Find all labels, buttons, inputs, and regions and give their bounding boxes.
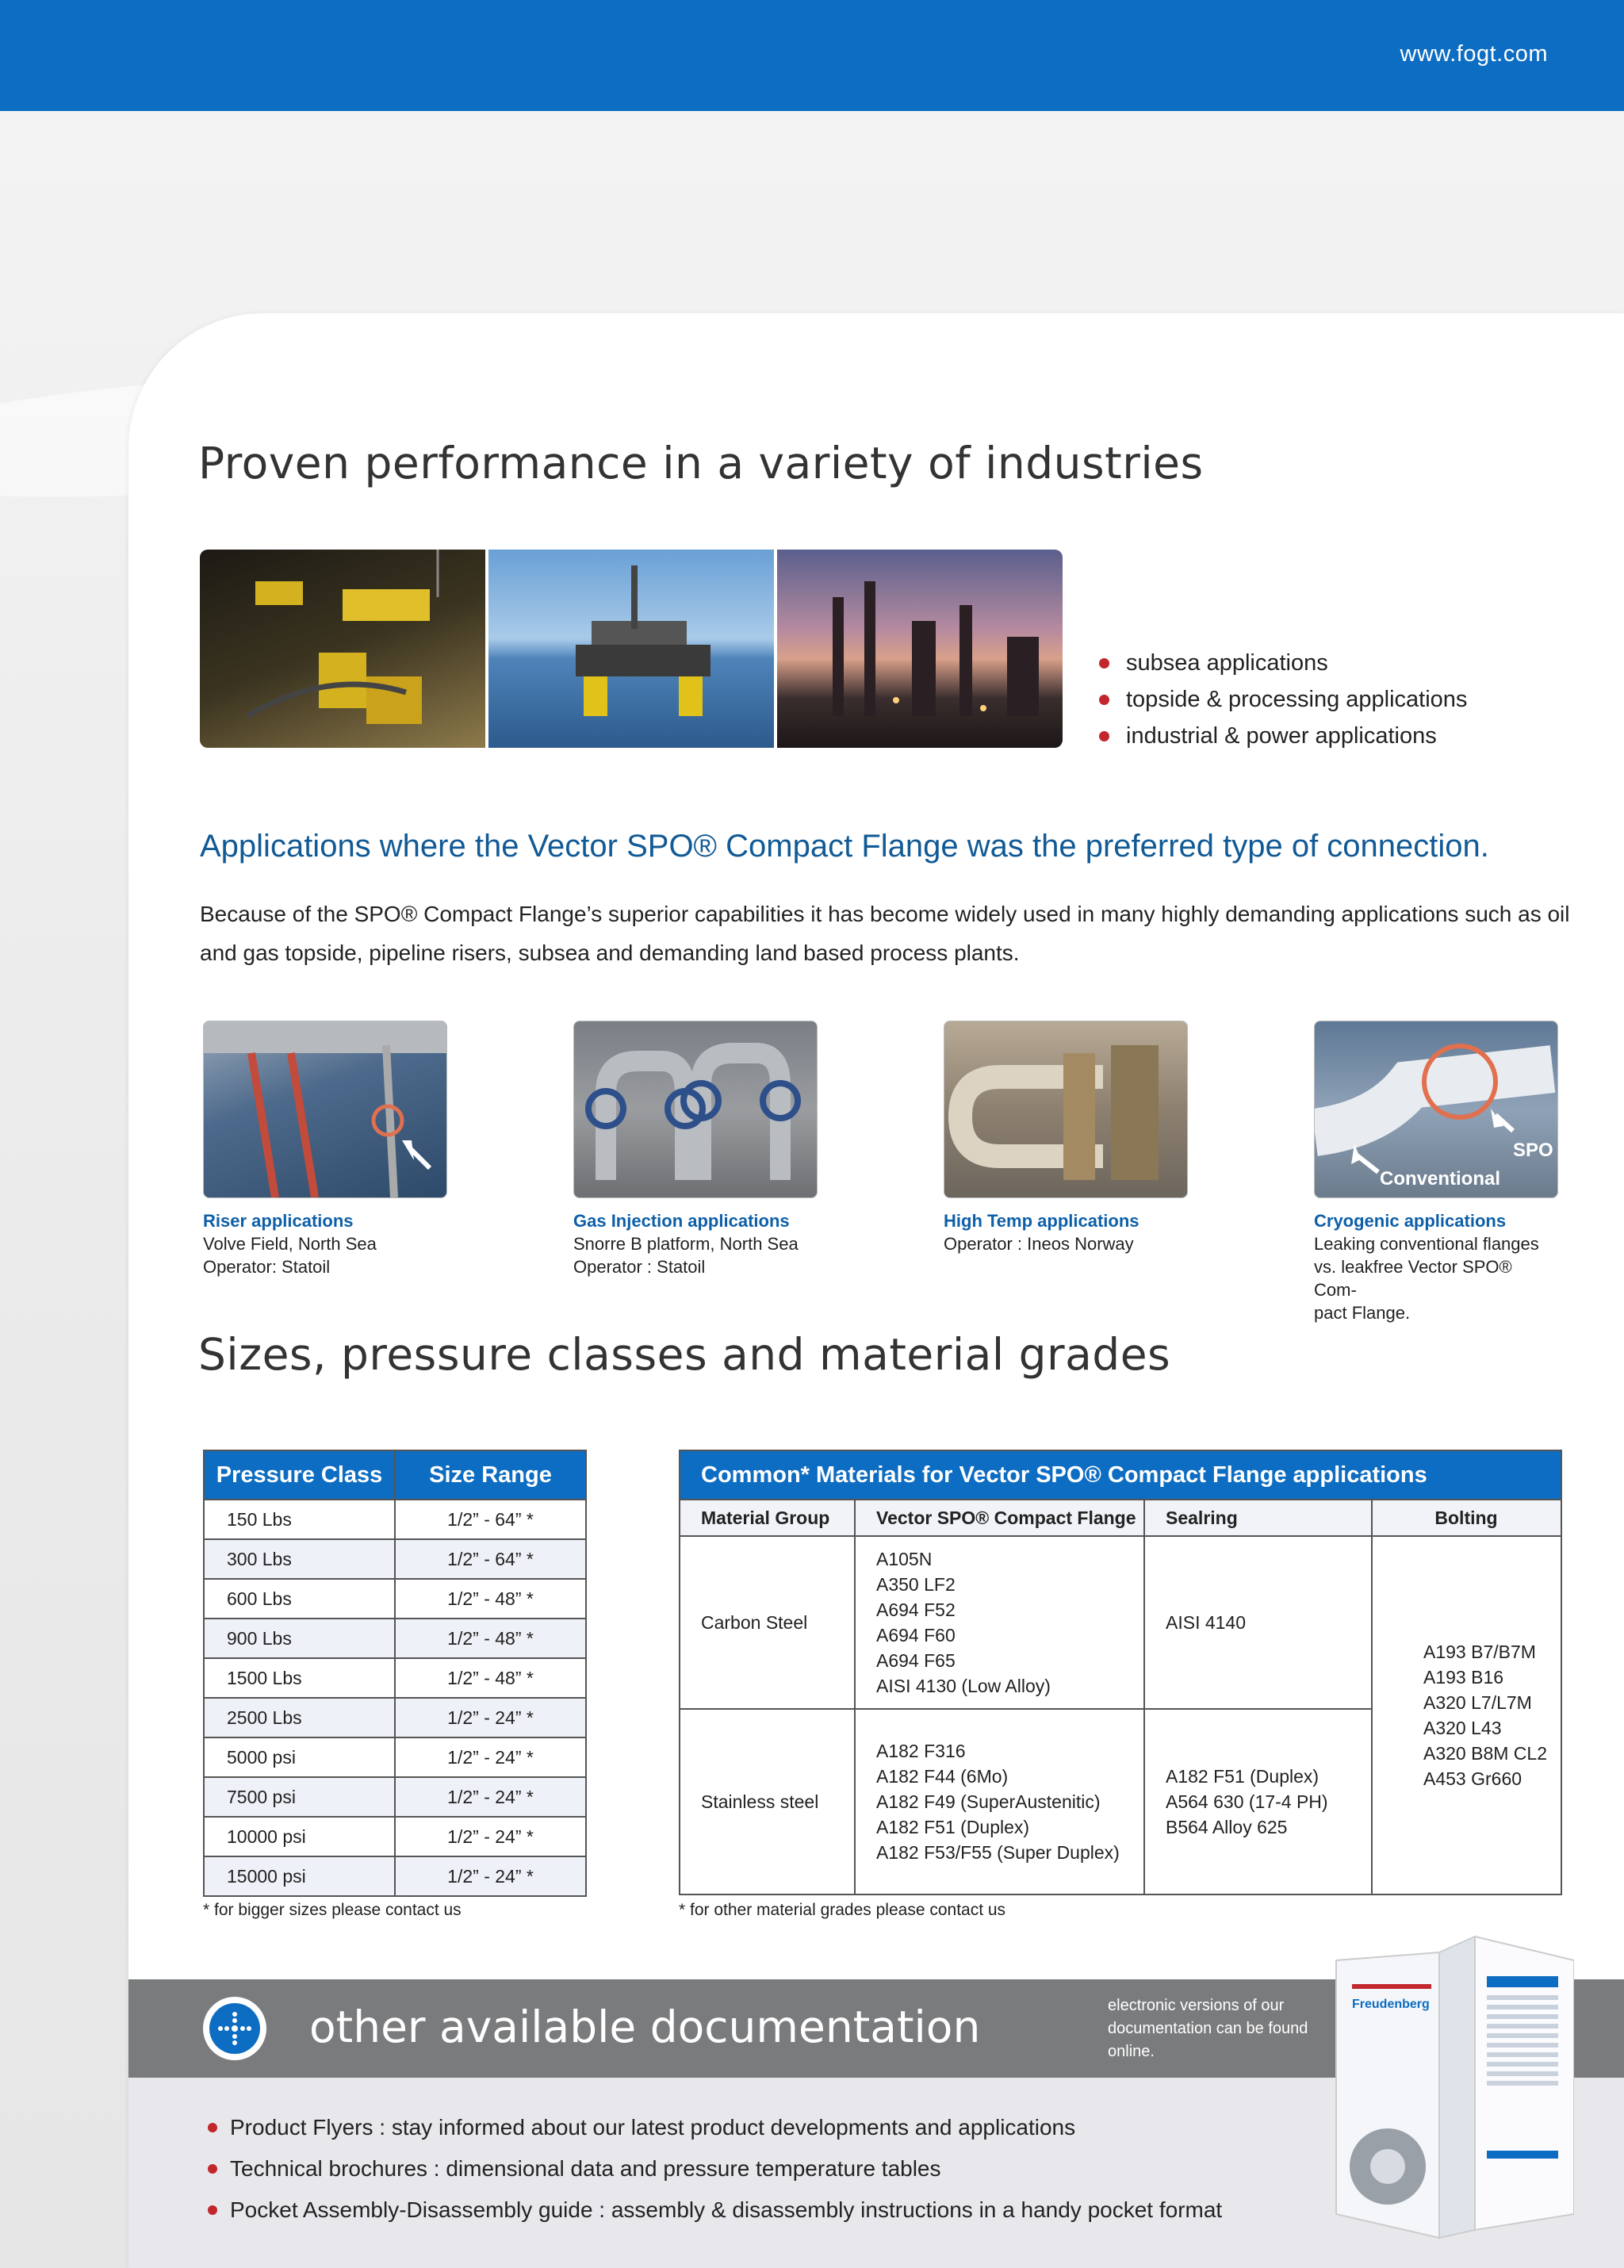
pressure-class-table (203, 1450, 587, 1897)
application-title: High Temp applications (944, 1211, 1139, 1231)
brochure-image (1320, 1929, 1574, 2246)
pressure-class-cell: 2500 Lbs (204, 1698, 395, 1737)
subsea-equipment-photo (200, 550, 485, 748)
pressure-class-cell: 1500 Lbs (204, 1658, 395, 1698)
application-detail: Operator : Statoil (573, 1257, 706, 1277)
application-title: Riser applications (203, 1211, 354, 1231)
materials-table (679, 1450, 1562, 1895)
grade-line: A320 B8M CL2 (1423, 1743, 1547, 1764)
application-detail: Leaking conventional flanges (1314, 1234, 1539, 1254)
grade-line: A193 B16 (1423, 1667, 1504, 1688)
column-header: Vector SPO® Compact Flange (855, 1500, 1144, 1536)
application-detail: Operator : Ineos Norway (944, 1234, 1134, 1254)
grade-line: B564 Alloy 625 (1166, 1817, 1288, 1837)
pressure-class-cell: 5000 psi (204, 1737, 395, 1777)
grade-line: A564 630 (17-4 PH) (1166, 1791, 1328, 1812)
cryogenic-photo (1314, 1021, 1558, 1198)
size-range-cell: 1/2” - 48” * (395, 1579, 586, 1619)
grade-line: A182 F51 (Duplex) (876, 1817, 1030, 1837)
table-row (204, 1777, 586, 1817)
application-detail: Snorre B platform, North Sea (573, 1234, 799, 1254)
grade-line: A193 B7/B7M (1423, 1642, 1536, 1662)
size-range-cell: 1/2” - 64” * (395, 1539, 586, 1579)
flange-grades-cell (855, 1536, 1144, 1709)
size-range-cell: 1/2” - 24” * (395, 1817, 586, 1856)
grade-line: A694 F65 (876, 1650, 956, 1671)
list-item: topside & processing applications (1099, 681, 1467, 718)
size-range-cell: 1/2” - 24” * (395, 1856, 586, 1896)
application-detail: Volve Field, North Sea (203, 1234, 377, 1254)
material-group-cell: Stainless steel (680, 1709, 855, 1894)
high-temp-photo (944, 1021, 1188, 1198)
grade-line: A182 F53/F55 (Super Duplex) (876, 1842, 1120, 1863)
flange-grades-cell (855, 1709, 1144, 1894)
documentation-bullet-list (208, 2107, 1222, 2231)
pressure-class-cell: 10000 psi (204, 1817, 395, 1856)
materials-table-title: Common* Materials for Vector SPO® Compact Flange applications (680, 1450, 1561, 1500)
grade-line: A182 F49 (SuperAustenitic) (876, 1791, 1101, 1812)
size-range-cell: 1/2” - 24” * (395, 1737, 586, 1777)
list-item: Product Flyers : stay informed about our latest product developments and applications (208, 2107, 1222, 2148)
spo-label: SPO (1513, 1140, 1553, 1161)
size-range-cell: 1/2” - 48” * (395, 1619, 586, 1658)
size-range-cell: 1/2” - 24” * (395, 1777, 586, 1817)
refinery-photo (777, 550, 1063, 748)
grade-line: A182 F44 (6Mo) (876, 1766, 1009, 1787)
grade-line: A182 F316 (876, 1741, 966, 1761)
sealring-cell (1144, 1709, 1372, 1894)
application-detail: Operator: Statoil (203, 1257, 331, 1277)
application-detail: vs. leakfree Vector SPO® Com- (1314, 1257, 1512, 1300)
conventional-label: Conventional (1380, 1168, 1501, 1190)
table-row (204, 1698, 586, 1737)
column-header: Sealring (1144, 1500, 1372, 1536)
industry-photo-strip (200, 550, 1063, 748)
size-range-cell: 1/2” - 24” * (395, 1698, 586, 1737)
sizes-title: Sizes, pressure classes and material grades (198, 1329, 1171, 1380)
column-header: Bolting (1372, 1500, 1561, 1536)
table-row (204, 1817, 586, 1856)
table-row (204, 1619, 586, 1658)
application-card-gas-injection (573, 1021, 816, 1278)
bolting-cell (1372, 1536, 1561, 1894)
pressure-class-cell: 300 Lbs (204, 1539, 395, 1579)
grade-line: A182 F51 (Duplex) (1166, 1766, 1320, 1787)
column-header: Material Group (680, 1500, 855, 1536)
applications-paragraph: Because of the SPO® Compact Flange’s superior capabilities it has become widely used in many highly demanding applications such as oil and gas topside, pipeline risers, subsea and demanding land based process plants. (200, 902, 1570, 965)
grade-line: AISI 4140 (1166, 1612, 1247, 1633)
application-detail: pact Flange. (1314, 1303, 1411, 1323)
pressure-class-cell: 600 Lbs (204, 1579, 395, 1619)
material-group-cell: Carbon Steel (680, 1536, 855, 1709)
grade-line: A320 L7/L7M (1423, 1692, 1532, 1713)
gas-injection-photo (573, 1021, 818, 1198)
grade-line: AISI 4130 (Low Alloy) (876, 1676, 1051, 1696)
brochure-brand: Freudenberg (1352, 1998, 1430, 2011)
list-item: subsea applications (1099, 645, 1467, 681)
pressure-class-cell: 7500 psi (204, 1777, 395, 1817)
table-row (680, 1536, 1561, 1709)
industry-bullet-list (1099, 645, 1467, 754)
documentation-title: other available documentation (309, 2002, 981, 2052)
grade-line: A105N (876, 1549, 933, 1569)
header-bar (0, 0, 1624, 111)
list-item: Pocket Assembly-Disassembly guide : assembly & disassembly instructions in a handy pocket format (208, 2189, 1222, 2231)
table-row (204, 1500, 586, 1539)
grade-line: A694 F52 (876, 1599, 956, 1620)
grade-line: A350 LF2 (876, 1574, 956, 1595)
list-item: Technical brochures : dimensional data and pressure temperature tables (208, 2148, 1222, 2189)
table-row (204, 1737, 586, 1777)
size-range-cell: 1/2” - 48” * (395, 1658, 586, 1698)
application-title: Cryogenic applications (1314, 1211, 1507, 1231)
column-header: Pressure Class (204, 1450, 395, 1500)
documentation-logo-icon (203, 1997, 266, 2060)
materials-footnote: * for other material grades please contact us (679, 1901, 1006, 1919)
industries-title: Proven performance in a variety of industries (198, 438, 1204, 488)
table-row (204, 1856, 586, 1896)
grade-line: A694 F60 (876, 1625, 956, 1645)
application-card-riser (203, 1021, 446, 1278)
pressure-class-cell: 150 Lbs (204, 1500, 395, 1539)
pressure-class-cell: 15000 psi (204, 1856, 395, 1896)
grade-line: A453 Gr660 (1423, 1768, 1522, 1789)
website-url[interactable]: www.fogt.com (1400, 41, 1548, 67)
pressure-footnote: * for bigger sizes please contact us (203, 1901, 462, 1919)
table-row (204, 1539, 586, 1579)
documentation-note: electronic versions of our documentation can be found online. (1108, 1997, 1308, 2060)
riser-photo (203, 1021, 447, 1198)
table-row (204, 1579, 586, 1619)
size-range-cell: 1/2” - 64” * (395, 1500, 586, 1539)
offshore-platform-photo (488, 550, 774, 748)
sealring-cell (1144, 1536, 1372, 1709)
application-card-high-temp (944, 1021, 1186, 1255)
applications-heading: Applications where the Vector SPO® Compact Flange was the preferred type of connection. (200, 829, 1489, 864)
grade-line: A320 L43 (1423, 1718, 1502, 1738)
pressure-class-cell: 900 Lbs (204, 1619, 395, 1658)
application-title: Gas Injection applications (573, 1211, 790, 1231)
application-card-cryogenic (1314, 1021, 1557, 1324)
table-row (204, 1658, 586, 1698)
column-header: Size Range (395, 1450, 586, 1500)
list-item: industrial & power applications (1099, 718, 1467, 754)
